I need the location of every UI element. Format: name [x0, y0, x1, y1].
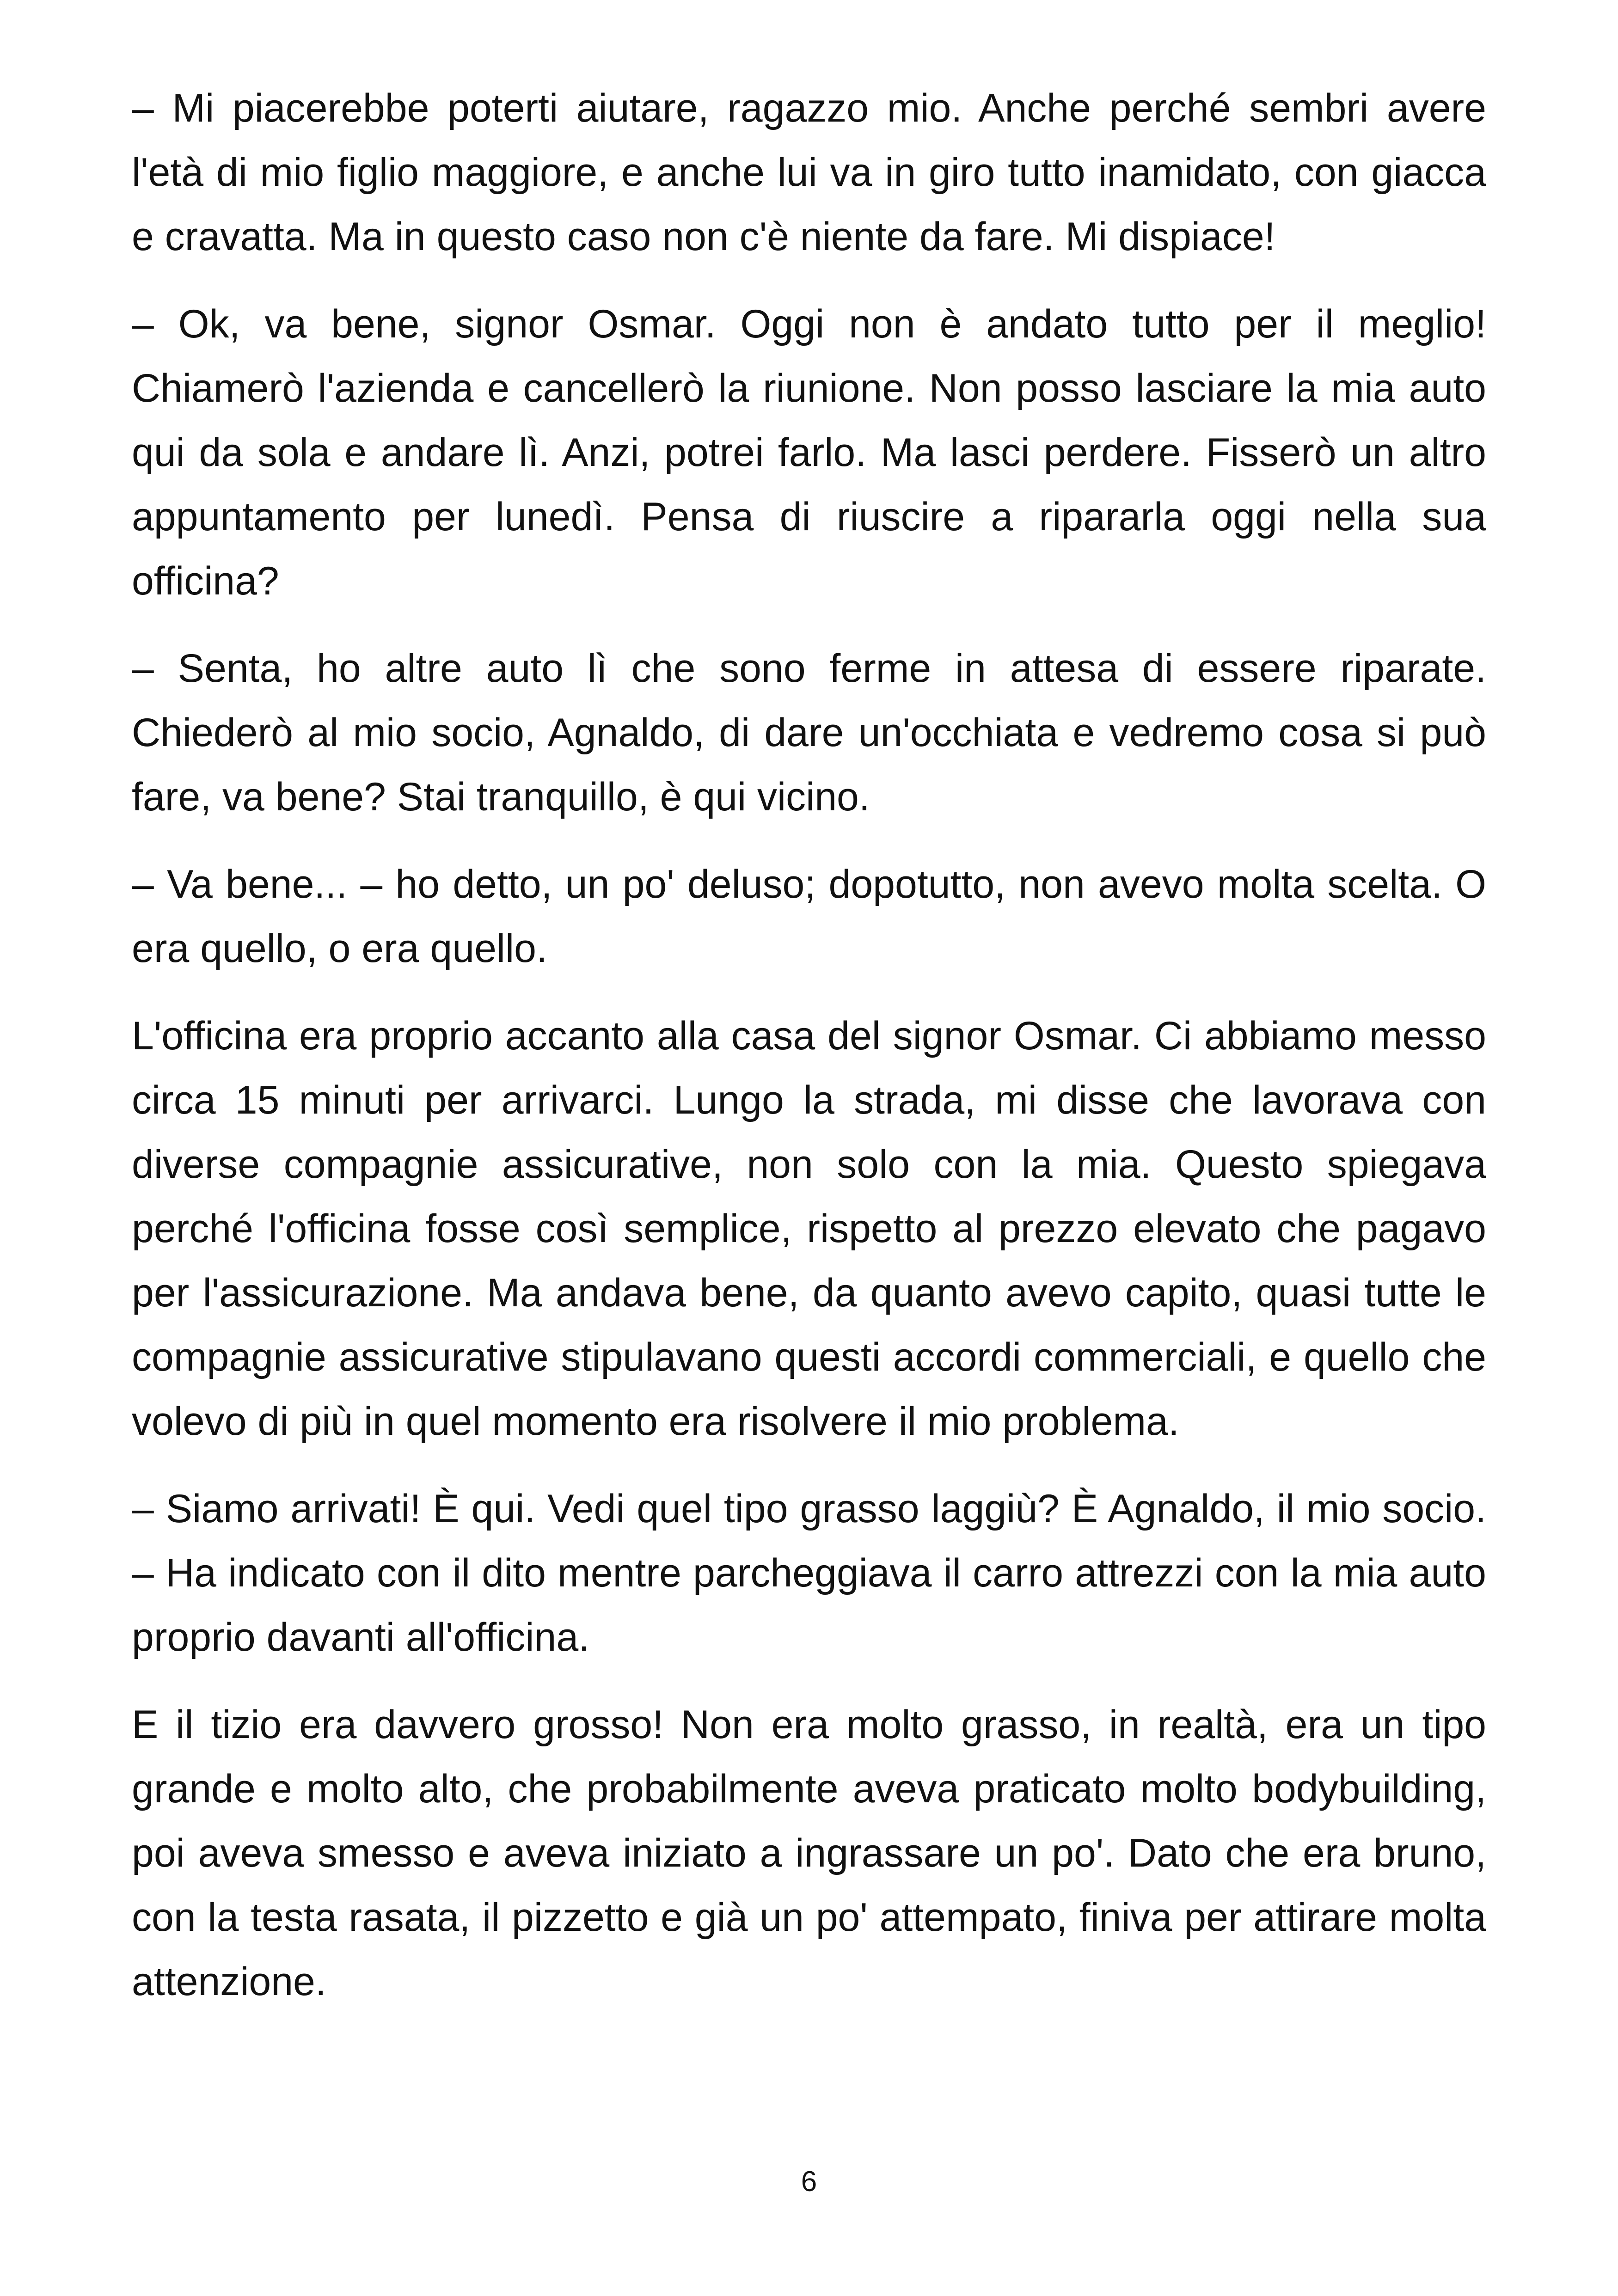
- paragraph: – Senta, ho altre auto lì che sono ferme in attesa di essere riparate. Chiederò al mio socio, Agnaldo, di dare un'occhiata e vedremo cosa si può fare, va bene? Stai tranquillo, è qui vicino.: [132, 646, 1486, 819]
- paragraph: – Va bene... – ho detto, un po' deluso; dopotutto, non avevo molta scelta. O era quello, o era quello.: [132, 862, 1486, 971]
- paragraph: – Mi piacerebbe poterti aiutare, ragazzo mio. Anche perché sembri avere l'età di mio figlio maggiore, e anche lui va in giro tutto inamidato, con giacca e cravatta. Ma in questo caso non c'è niente da fare. Mi dispiace!: [132, 86, 1486, 259]
- paragraph: E il tizio era davvero grosso! Non era molto grasso, in realtà, era un tipo grande e molto alto, che probabilmente aveva praticato molto bodybuilding, poi aveva smesso e aveva iniziato a ingrassare un po'. Dato che era bruno, con la testa rasata, il pizzetto e già un po' attempato, finiva per attirare molta attenzione.: [132, 1702, 1486, 2004]
- paragraph: – Ok, va bene, signor Osmar. Oggi non è andato tutto per il meglio! Chiamerò l'azienda e cancellerò la riunione. Non posso lasciare la mia auto qui da sola e andare lì. Anzi, potrei farlo. Ma lasci perdere. Fisserò un altro appuntamento per lunedì. Pensa di riuscire a ripararla oggi nella sua officina?: [132, 302, 1486, 603]
- page-number: 6: [801, 2166, 817, 2198]
- body-text: [132, 76, 1486, 2037]
- paragraph: – Siamo arrivati! È qui. Vedi quel tipo grasso laggiù? È Agnaldo, il mio socio. – Ha indicato con il dito mentre parcheggiava il carro attrezzi con la mia auto proprio davanti all'officina.: [132, 1487, 1486, 1659]
- paragraph: L'officina era proprio accanto alla casa del signor Osmar. Ci abbiamo messo circa 15 minuti per arrivarci. Lungo la strada, mi disse che lavorava con diverse compagnie assicurative, non solo con la mia. Questo spiegava perché l'officina fosse così semplice, rispetto al prezzo elevato che pagavo per l'assicurazione. Ma andava bene, da quanto avevo capito, quasi tutte le compagnie assicurative stipulavano questi accordi commerciali, e quello che volevo di più in quel momento era risolvere il mio problema.: [132, 1014, 1486, 1444]
